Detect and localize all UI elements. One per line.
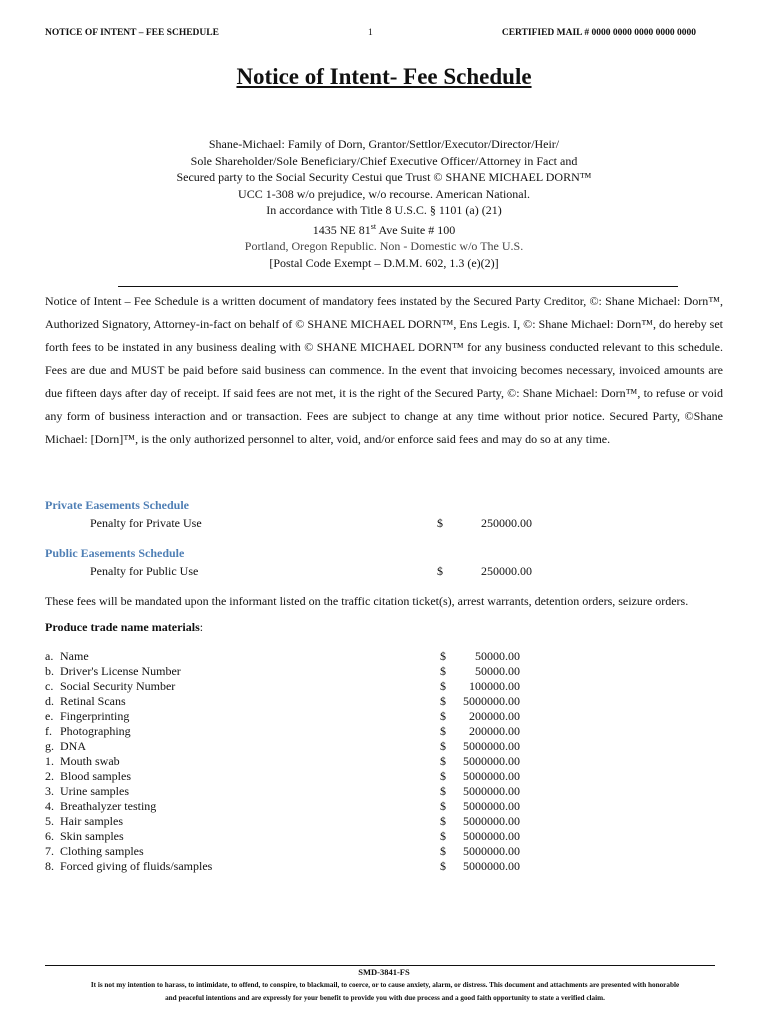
- fee-row: [45, 829, 545, 844]
- address-line-7: Portland, Oregon Republic. Non - Domestic w/o The U.S.: [244, 239, 524, 253]
- fee-name: Driver's License Number: [60, 664, 181, 678]
- disclaimer-line-1: It is not my intention to harass, to intimidate, to offend, to conspire, to blackmail, to coerce, or to cause anxiety, alarm, or distress. This document and attachments are presented with honorable: [90, 981, 680, 989]
- fee-amount: 50000.00: [475, 664, 520, 678]
- address-line-4: UCC 1-308 w/o prejudice, w/o recourse. American National.: [238, 186, 530, 201]
- fee-amount: 200000.00: [469, 724, 520, 738]
- fee-currency: $: [440, 739, 446, 753]
- fee-code: f.: [45, 724, 52, 738]
- fee-code: 2.: [45, 769, 54, 783]
- fee-amount: 50000.00: [475, 649, 520, 663]
- fee-row: [45, 844, 545, 859]
- fee-list: [45, 649, 545, 874]
- fee-code: b.: [45, 664, 54, 678]
- produce-heading-colon: :: [199, 620, 204, 634]
- fee-currency: $: [440, 784, 446, 798]
- page-number: 1: [368, 28, 373, 38]
- fee-name: Forced giving of fluids/samples: [60, 859, 213, 873]
- private-penalty-amount: 250000.00: [481, 516, 532, 530]
- fee-name: Hair samples: [60, 814, 123, 828]
- fee-amount: 5000000.00: [463, 844, 520, 858]
- fee-code: a.: [45, 649, 54, 663]
- fee-code: 1.: [45, 754, 54, 768]
- fee-name: Retinal Scans: [60, 694, 126, 708]
- address-line-1: Shane-Michael: Family of Dorn, Grantor/Settlor/Executor/Director/Heir/: [208, 137, 560, 151]
- fee-row: [45, 859, 545, 874]
- public-penalty-label: Penalty for Public Use: [90, 564, 199, 578]
- fee-name: DNA: [60, 739, 86, 753]
- fee-row: [45, 754, 545, 769]
- fee-currency: $: [440, 664, 446, 678]
- fee-name: Urine samples: [60, 784, 129, 798]
- document-title: Notice of Intent- Fee Schedule: [236, 64, 532, 89]
- fee-code: 8.: [45, 859, 54, 873]
- fee-name: Blood samples: [60, 769, 131, 783]
- private-penalty-currency: $: [437, 516, 443, 530]
- fee-name: Fingerprinting: [60, 709, 130, 723]
- header-divider: [118, 286, 678, 287]
- fee-code: g.: [45, 739, 54, 753]
- fee-row: [45, 679, 545, 694]
- address-line-6: [0, 219, 768, 239]
- fee-amount: 5000000.00: [463, 829, 520, 843]
- fee-currency: $: [440, 844, 446, 858]
- certified-mail-number: CERTIFIED MAIL # 0000 0000 0000 0000 0000: [501, 28, 696, 38]
- fee-name: Name: [60, 649, 89, 663]
- fee-currency: $: [440, 754, 446, 768]
- address-block: [0, 136, 768, 271]
- fee-code: e.: [45, 709, 54, 723]
- fee-amount: 5000000.00: [463, 859, 520, 873]
- fee-row: [45, 649, 545, 664]
- fee-name: Clothing samples: [60, 844, 144, 858]
- fee-code: 5.: [45, 814, 54, 828]
- document-id: SMD-3841-FS: [358, 967, 410, 977]
- fee-currency: $: [440, 649, 446, 663]
- fee-code: 6.: [45, 829, 54, 843]
- street-suite: Ave Suite # 100: [376, 222, 456, 237]
- fee-currency: $: [440, 709, 446, 723]
- fee-amount: 5000000.00: [463, 694, 520, 708]
- private-penalty-label: Penalty for Private Use: [90, 516, 202, 530]
- fee-amount: 100000.00: [469, 679, 520, 693]
- fee-currency: $: [440, 724, 446, 738]
- fee-amount: 5000000.00: [463, 769, 520, 783]
- fee-code: 3.: [45, 784, 54, 798]
- fee-currency: $: [440, 814, 446, 828]
- mandated-note: These fees will be mandated upon the informant listed on the traffic citation ticket(s), arrest warrants, detention orders, seizure orders.: [45, 594, 689, 608]
- fee-code: 4.: [45, 799, 54, 813]
- fee-amount: 5000000.00: [463, 739, 520, 753]
- header-left-title: NOTICE OF INTENT – FEE SCHEDULE: [45, 28, 219, 38]
- street-number: 1435 NE 81: [312, 222, 371, 237]
- fee-row: [45, 664, 545, 679]
- address-line-5: In accordance with Title 8 U.S.C. § 1101 (a) (21): [266, 203, 502, 217]
- produce-heading: [45, 620, 203, 635]
- fee-row: [45, 799, 545, 814]
- fee-row: [45, 709, 545, 724]
- fee-code: 7.: [45, 844, 54, 858]
- fee-name: Photographing: [60, 724, 131, 738]
- address-line-8: [Postal Code Exempt – D.M.M. 602, 1.3 (e)(2)]: [269, 255, 499, 270]
- fee-currency: $: [440, 859, 446, 873]
- fee-code: d.: [45, 694, 54, 708]
- fee-row: [45, 694, 545, 709]
- fee-amount: 5000000.00: [463, 784, 520, 798]
- fee-currency: $: [440, 694, 446, 708]
- public-easements-title: Public Easements Schedule: [45, 546, 185, 560]
- address-line-2: Sole Shareholder/Sole Beneficiary/Chief Executive Officer/Attorney in Fact and: [190, 153, 578, 168]
- fee-amount: 200000.00: [469, 709, 520, 723]
- fee-name: Mouth swab: [60, 754, 120, 768]
- fee-row: [45, 739, 545, 754]
- private-easements-title: Private Easements Schedule: [45, 498, 189, 512]
- disclaimer: [45, 979, 725, 1005]
- fee-currency: $: [440, 829, 446, 843]
- footer-divider: [45, 965, 715, 966]
- fee-amount: 5000000.00: [463, 754, 520, 768]
- produce-heading-text: Produce trade name materials: [45, 620, 200, 634]
- fee-name: Skin samples: [60, 829, 124, 843]
- fee-name: Social Security Number: [60, 679, 176, 693]
- ordinal-suffix: st: [370, 221, 377, 231]
- fee-currency: $: [440, 679, 446, 693]
- fee-row: [45, 769, 545, 784]
- fee-amount: 5000000.00: [463, 814, 520, 828]
- disclaimer-line-2: and peaceful intentions and are expressly for your benefit to provide you with due process and a good faith opportunity to state a verified claim.: [165, 994, 605, 1002]
- fee-code: c.: [45, 679, 54, 693]
- intro-paragraph: Notice of Intent – Fee Schedule is a written document of mandatory fees instated by the Secured Party Creditor, ©: Shane Michael: Dorn™, Authorized Signatory, Attorney-in-fact on behalf of © SHANE MICHAEL DORN™, Ens Legis. I, ©: Shane Michael: Dorn™, do hereby set forth fees to be instated in any business dealing with © SHANE MICHAEL DORN™ for any business conducted relevant to this schedule. Fees are due and MUST be paid before said business can commence. In the event that invoicing becomes necessary, invoiced amounts are due fifteen days after day of receipt. If said fees are not met, it is the right of the Secured Party, ©: Shane Michael: Dorn™, to refuse or void any form of business interaction and or transaction. Fees are subject to change at any time without prior notice. Secured Party, ©Shane Michael: [Dorn]™, is the only authorized personnel to alter, void, and/or enforce said fees and may do so at any time.: [45, 294, 723, 446]
- fee-row: [45, 784, 545, 799]
- fee-currency: $: [440, 769, 446, 783]
- public-penalty-amount: 250000.00: [481, 564, 532, 578]
- fee-row: [45, 724, 545, 739]
- address-line-3: Secured party to the Social Security Cestui que Trust © SHANE MICHAEL DORN™: [176, 170, 592, 184]
- fee-currency: $: [440, 799, 446, 813]
- fee-name: Breathalyzer testing: [60, 799, 157, 813]
- fee-row: [45, 814, 545, 829]
- fee-amount: 5000000.00: [463, 799, 520, 813]
- public-penalty-currency: $: [437, 564, 443, 578]
